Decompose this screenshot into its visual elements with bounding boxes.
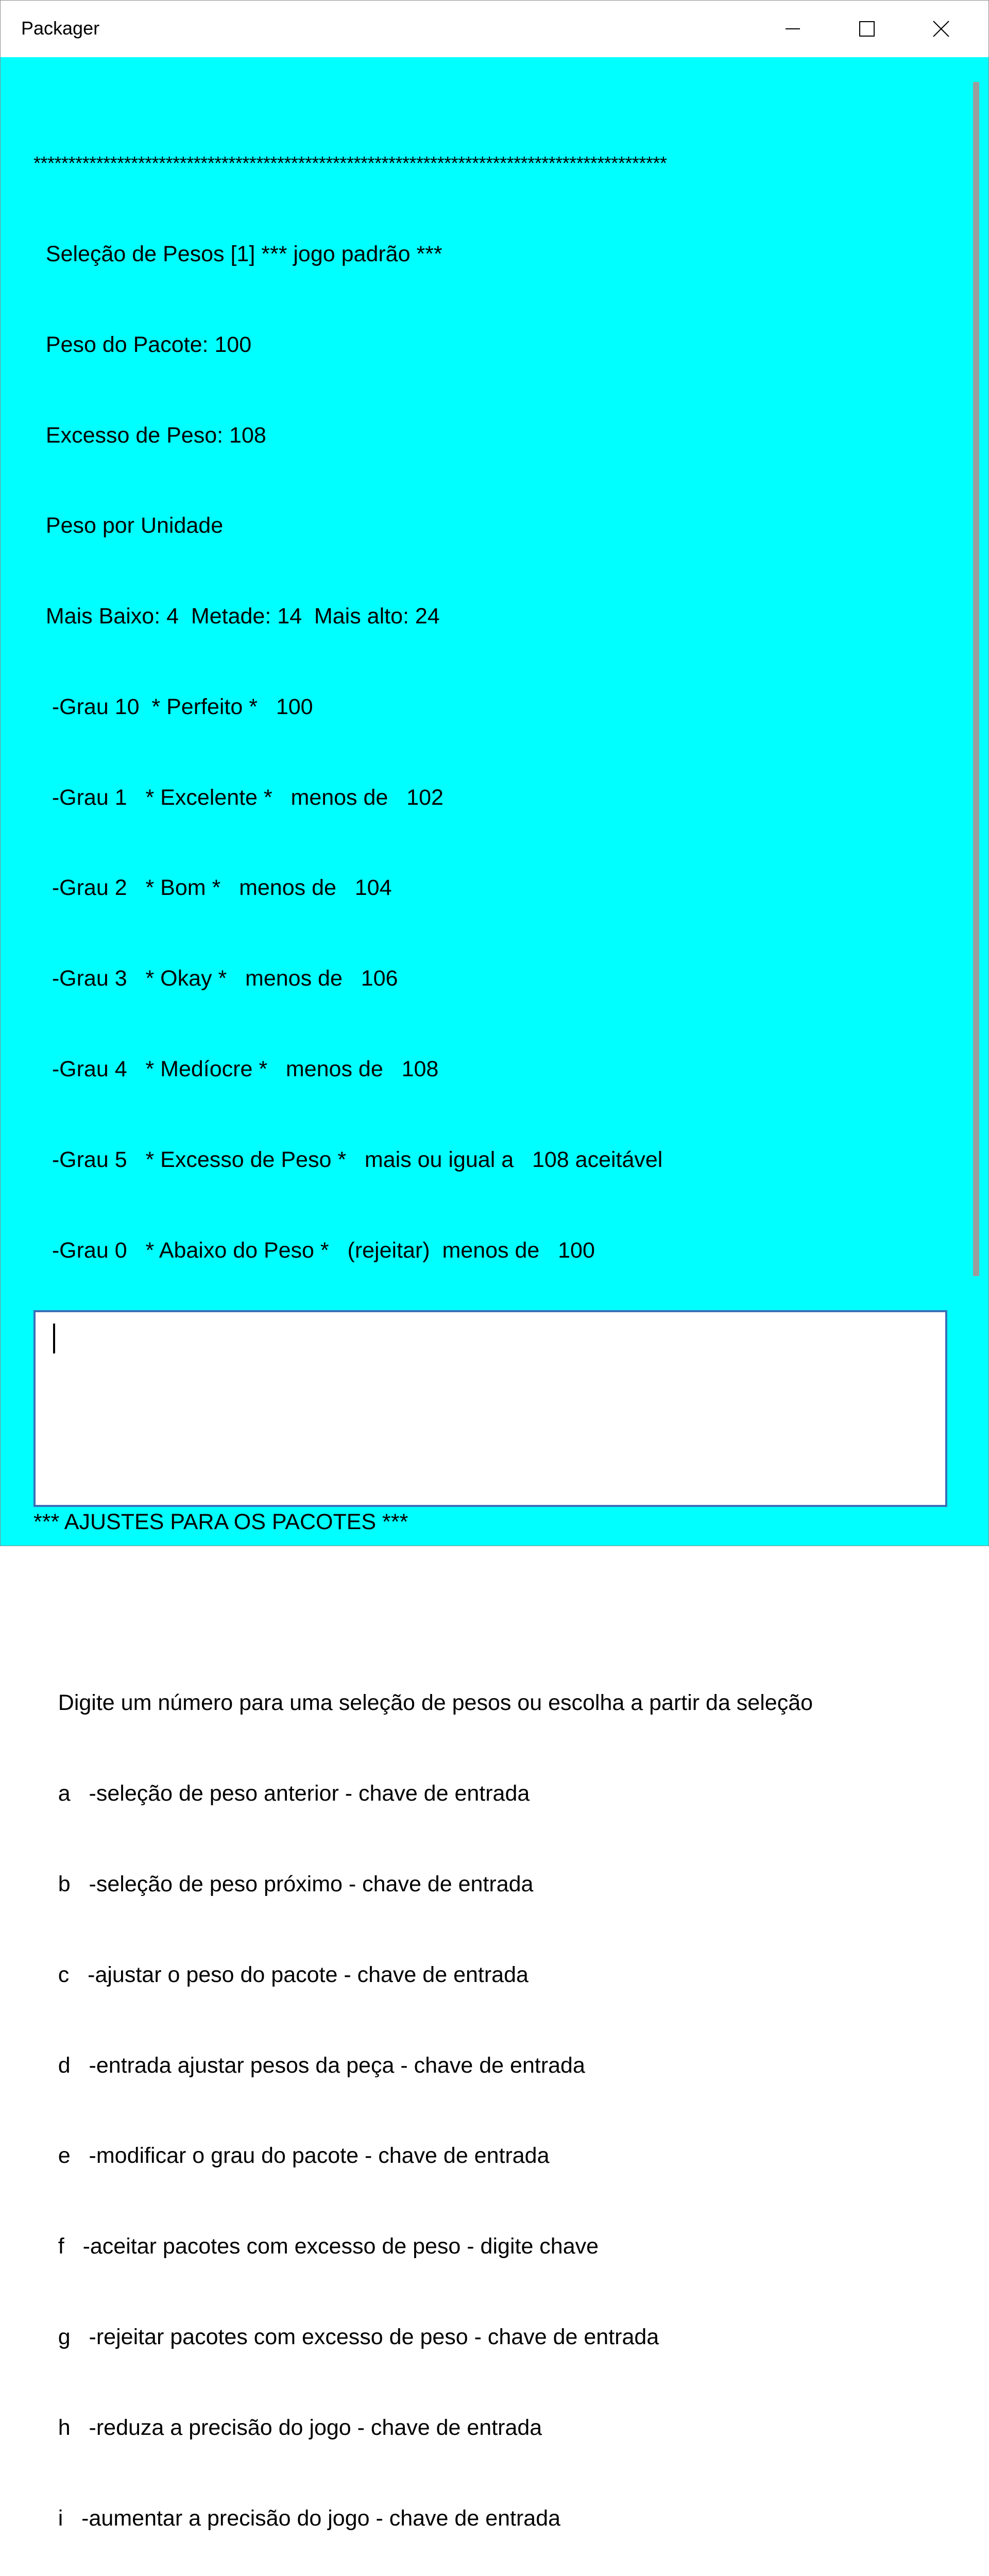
console-line: Mais Baixo: 4 Metade: 14 Mais alto: 24	[33, 604, 440, 629]
adjust-title: *** AJUSTES PARA OS PACOTES ***	[33, 1509, 408, 1534]
menu-line: i -aumentar a precisão do jogo - chave de entrada	[33, 2505, 561, 2531]
text-caret	[53, 1324, 55, 1353]
menu-line: Digite um número para uma seleção de pesos ou escolha a partir da seleção	[33, 1690, 813, 1716]
console-line: -Grau 2 * Bom * menos de 104	[33, 875, 392, 901]
console-line: Seleção de Pesos [1] *** jogo padrão ***	[33, 241, 442, 266]
vertical-scrollbar[interactable]	[973, 82, 979, 1276]
blank-line	[33, 1598, 813, 1628]
console-line: -Grau 0 * Abaixo do Peso * (rejeitar) menos de 100	[33, 1238, 595, 1263]
window-title: Packager	[21, 18, 100, 39]
minimize-button[interactable]	[756, 1, 830, 57]
close-button[interactable]	[904, 1, 978, 57]
menu-line: c -ajustar o peso do pacote - chave de entrada	[33, 1962, 528, 1987]
menu-line: f -aceitar pacotes com excesso de peso - digite chave	[33, 2234, 599, 2259]
menu-line: h -reduza a precisão do jogo - chave de entrada	[33, 2415, 542, 2440]
maximize-button[interactable]	[830, 1, 904, 57]
menu-line: b -seleção de peso próximo - chave de entrada	[33, 1872, 534, 1897]
menu-line: a -seleção de peso anterior - chave de entrada	[33, 1781, 530, 1806]
title-bar[interactable]	[1, 1, 988, 57]
console-line: -Grau 1 * Excelente * menos de 102	[33, 785, 444, 810]
menu-line: d -entrada ajustar pesos da peça - chave de entrada	[33, 2053, 585, 2078]
separator-stars: *******************************************************************************************	[33, 152, 667, 174]
menu-line: g -rejeitar pacotes com excesso de peso - chave de entrada	[33, 2324, 659, 2349]
command-input[interactable]	[33, 1310, 947, 1507]
maximize-icon	[859, 21, 875, 37]
console-area	[1, 57, 988, 2531]
console-line: -Grau 4 * Medíocre * menos de 108	[33, 1057, 439, 1081]
console-line: Peso do Pacote: 100	[33, 332, 252, 357]
console-line: -Grau 5 * Excesso de Peso * mais ou igual a 108 aceitável	[33, 1147, 663, 1172]
console-line: -Grau 3 * Okay * menos de 106	[33, 966, 398, 991]
minimize-icon	[785, 21, 801, 37]
close-icon	[932, 20, 950, 38]
console-line: Excesso de Peso: 108	[33, 422, 266, 448]
console-line: Peso por Unidade	[33, 513, 224, 538]
console-line: -Grau 10 * Perfeito * 100	[33, 694, 313, 719]
menu-line: e -modificar o grau do pacote - chave de entrada	[33, 2143, 550, 2168]
